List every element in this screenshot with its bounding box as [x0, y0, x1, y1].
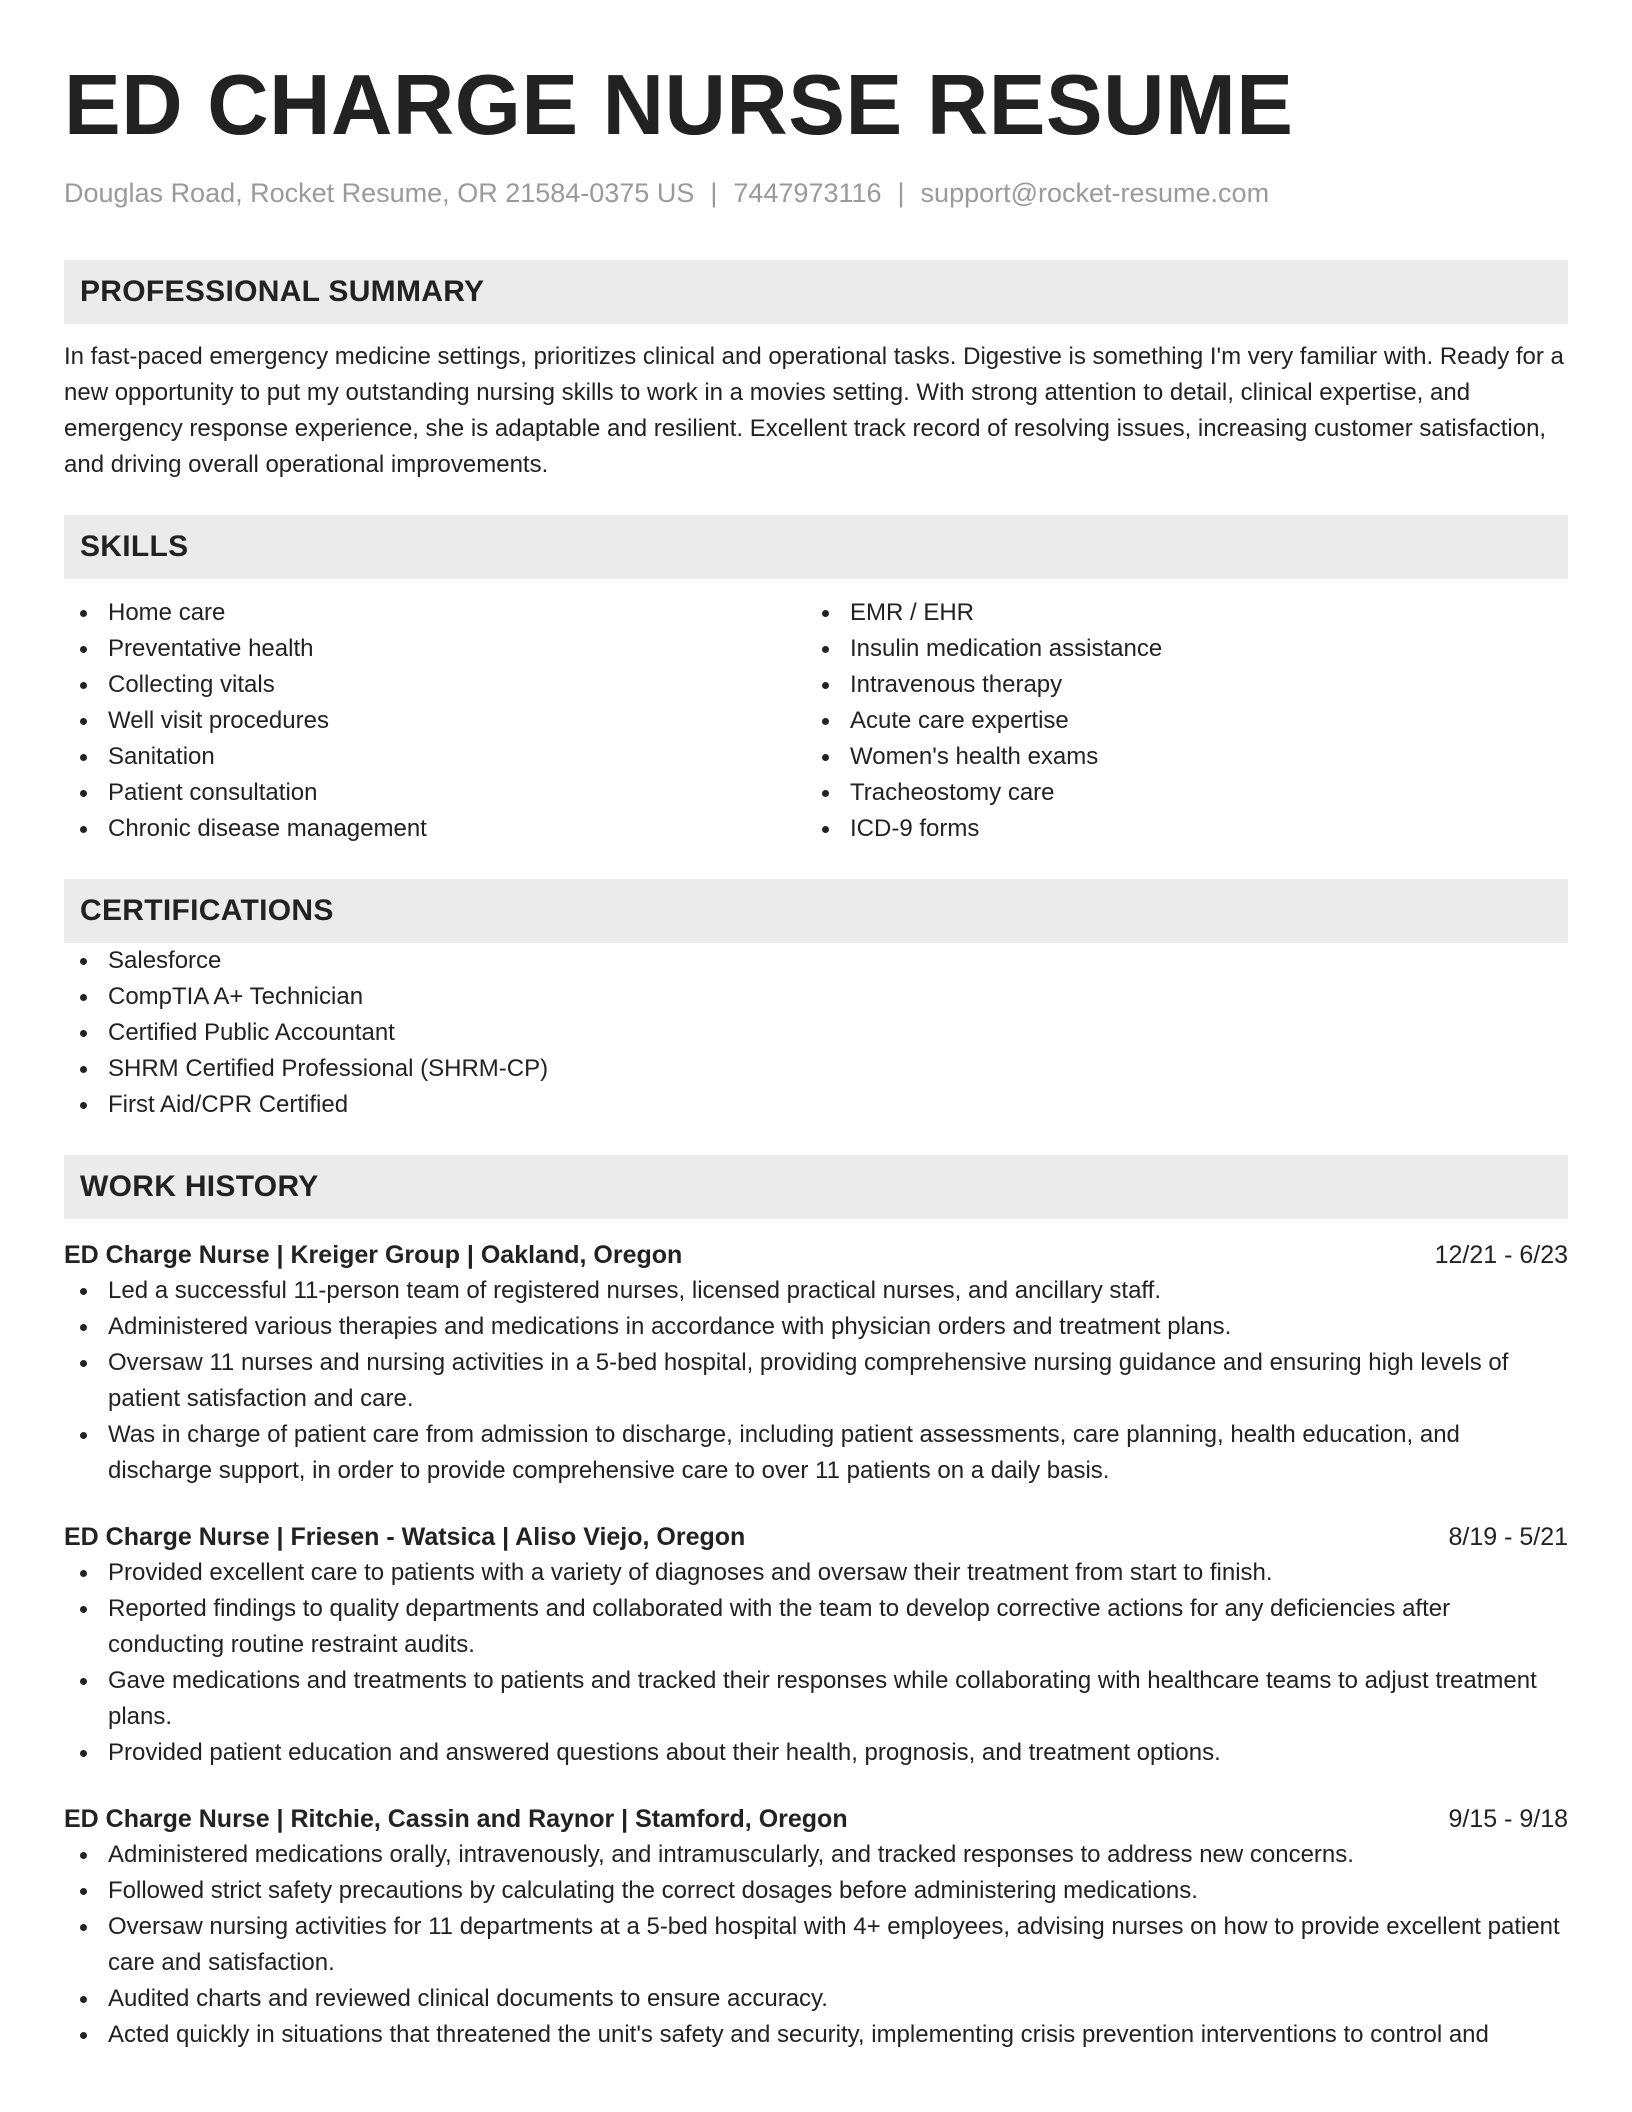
job-bullet: Administered medications orally, intravenously, and intramuscularly, and tracked responses to address new concerns. — [64, 1837, 1568, 1873]
contact-address: Douglas Road, Rocket Resume, OR 21584-0375 US — [64, 178, 695, 208]
work-history-heading: WORK HISTORY — [64, 1155, 1568, 1219]
skills-columns — [64, 595, 1568, 847]
skill-item: Preventative health — [64, 631, 806, 667]
certification-item: Salesforce — [64, 943, 1568, 979]
job-entry — [64, 1237, 1568, 1489]
skill-item: Intravenous therapy — [806, 667, 1548, 703]
job-bullets — [64, 1837, 1568, 2053]
summary-text: In fast-paced emergency medicine settings, prioritizes clinical and operational tasks. Digestive is something I'm very familiar with. Ready for a new opportunity to put my outstanding nursing skills to work in a movies setting. With strong attention to detail, clinical expertise, and emergency response experience, she is adaptable and resilient. Excellent track record of resolving issues, increasing customer satisfaction, and driving overall operational improvements. — [64, 343, 1564, 478]
job-header — [64, 1801, 1568, 1837]
certification-item: First Aid/CPR Certified — [64, 1087, 1568, 1123]
skill-item: Well visit procedures — [64, 703, 806, 739]
job-bullet: Was in charge of patient care from admission to discharge, including patient assessments, care planning, health education, and discharge support, in order to provide comprehensive care to over 11 patients on a daily basis. — [64, 1417, 1568, 1489]
resume-page — [64, 0, 1568, 2053]
skill-item: Collecting vitals — [64, 667, 806, 703]
certification-item: Certified Public Accountant — [64, 1015, 1568, 1051]
job-entry — [64, 1519, 1568, 1771]
job-bullet: Followed strict safety precautions by calculating the correct dosages before administering medications. — [64, 1873, 1568, 1909]
job-header — [64, 1519, 1568, 1555]
job-bullet: Gave medications and treatments to patients and tracked their responses while collaborating with healthcare teams to adjust treatment plans. — [64, 1663, 1568, 1735]
skills-column-right — [806, 595, 1548, 847]
job-bullet: Provided excellent care to patients with a variety of diagnoses and oversaw their treatment from start to finish. — [64, 1555, 1568, 1591]
contact-separator: | — [710, 178, 718, 208]
certifications-heading: CERTIFICATIONS — [64, 879, 1568, 943]
job-bullet: Acted quickly in situations that threatened the unit's safety and security, implementing crisis prevention interventions to control and — [64, 2017, 1568, 2053]
job-entry — [64, 1801, 1568, 2053]
summary-heading: PROFESSIONAL SUMMARY — [64, 260, 1568, 324]
skill-item: EMR / EHR — [806, 595, 1548, 631]
job-dates: 12/21 - 6/23 — [1434, 1241, 1568, 1269]
skill-item: Chronic disease management — [64, 811, 806, 847]
skill-item: ICD-9 forms — [806, 811, 1548, 847]
skill-item: Insulin medication assistance — [806, 631, 1548, 667]
job-bullet: Provided patient education and answered questions about their health, prognosis, and treatment options. — [64, 1735, 1568, 1771]
job-bullet: Oversaw nursing activities for 11 departments at a 5-bed hospital with 4+ employees, advising nurses on how to provide excellent patient care and satisfaction. — [64, 1909, 1568, 1981]
job-header — [64, 1237, 1568, 1273]
resume-title: ED CHARGE NURSE RESUME — [64, 58, 1294, 153]
job-dates: 8/19 - 5/21 — [1448, 1523, 1568, 1551]
skill-item: Patient consultation — [64, 775, 806, 811]
skill-item: Home care — [64, 595, 806, 631]
job-bullet: Administered various therapies and medications in accordance with physician orders and treatment plans. — [64, 1309, 1568, 1345]
skill-item: Sanitation — [64, 739, 806, 775]
job-title: ED Charge Nurse | Ritchie, Cassin and Raynor | Stamford, Oregon — [64, 1805, 848, 1833]
contact-separator: | — [897, 178, 905, 208]
certification-item: SHRM Certified Professional (SHRM-CP) — [64, 1051, 1568, 1087]
contact-phone: 7447973116 — [733, 178, 882, 208]
contact-line — [64, 176, 1568, 210]
contact-email: support@rocket-resume.com — [920, 178, 1270, 208]
job-title: ED Charge Nurse | Kreiger Group | Oakland, Oregon — [64, 1241, 683, 1269]
job-dates: 9/15 - 9/18 — [1448, 1805, 1568, 1833]
job-bullets — [64, 1273, 1568, 1489]
job-bullet: Reported findings to quality departments and collaborated with the team to develop corrective actions for any deficiencies after conducting routine restraint audits. — [64, 1591, 1568, 1663]
certifications-list — [64, 943, 1568, 1123]
skill-item: Tracheostomy care — [806, 775, 1548, 811]
skills-list-left — [64, 595, 806, 847]
skill-item: Acute care expertise — [806, 703, 1548, 739]
job-title: ED Charge Nurse | Friesen - Watsica | Aliso Viejo, Oregon — [64, 1523, 746, 1551]
certification-item: CompTIA A+ Technician — [64, 979, 1568, 1015]
skills-column-left — [64, 595, 806, 847]
job-bullet: Audited charts and reviewed clinical documents to ensure accuracy. — [64, 1981, 1568, 2017]
job-bullet: Led a successful 11-person team of registered nurses, licensed practical nurses, and ancillary staff. — [64, 1273, 1568, 1309]
skill-item: Women's health exams — [806, 739, 1548, 775]
skills-heading: SKILLS — [64, 515, 1568, 579]
job-bullet: Oversaw 11 nurses and nursing activities in a 5-bed hospital, providing comprehensive nursing guidance and ensuring high levels of patient satisfaction and care. — [64, 1345, 1568, 1417]
skills-list-right — [806, 595, 1548, 847]
job-bullets — [64, 1555, 1568, 1771]
